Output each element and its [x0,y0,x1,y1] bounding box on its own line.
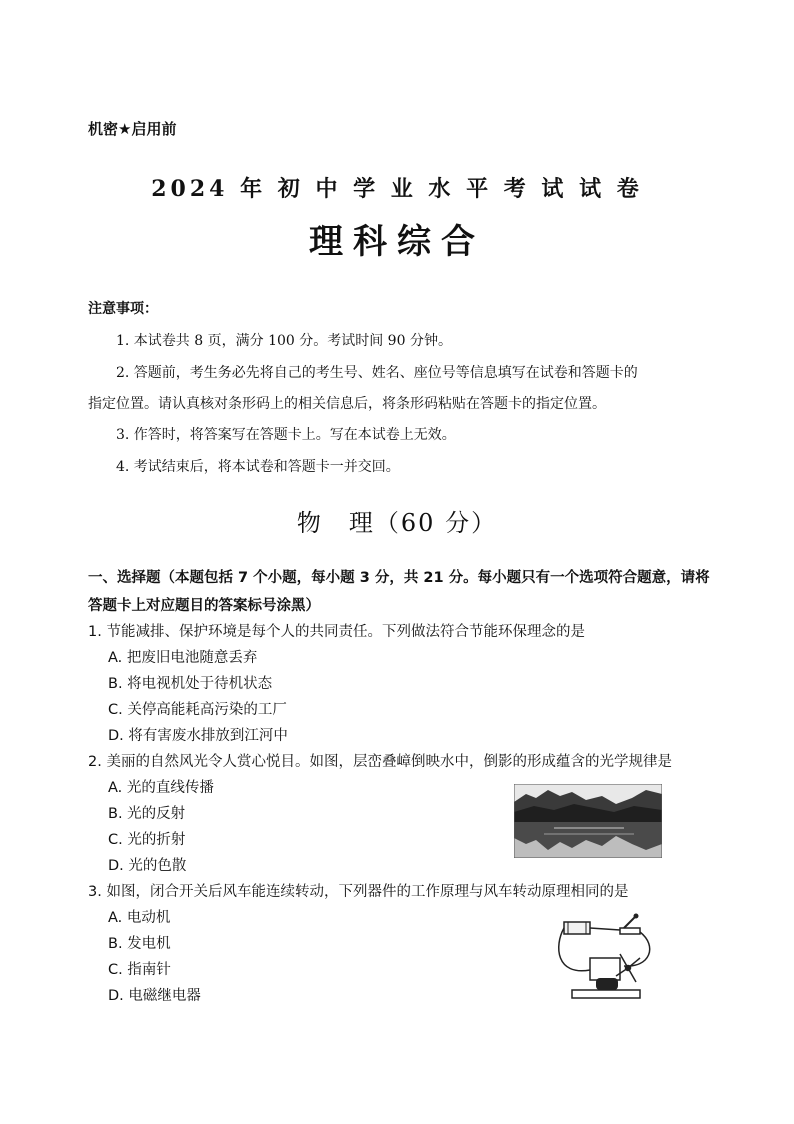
note-item: 4. 考试结束后，将本试卷和答题卡一并交回。 [116,459,400,475]
section-title: 物 理（60 分） [296,509,498,537]
part-heading: 一、选择题（本题包括 7 个小题，每小题 3 分，共 21 分。每小题只有一个选项符合题意，请将 [88,570,710,586]
option: C. 光的折射 [108,832,186,848]
option: A. 光的直线传播 [108,780,214,796]
note-item: 指定位置。请认真核对条形码上的相关信息后，将条形码粘贴在答题卡的指定位置。 [88,396,606,412]
question-stem: 3. 如图，闭合开关后风车能连续转动，下列器件的工作原理与风车转动原理相同的是 [88,884,629,900]
option: B. 将电视机处于待机状态 [108,676,273,692]
secret-mark: 机密★启用前 [88,120,177,138]
windmill-circuit-figure [550,906,662,1002]
option: D. 电磁继电器 [108,988,201,1004]
option: A. 把废旧电池随意丢弃 [108,650,258,666]
option: D. 光的色散 [108,858,187,874]
note-item: 3. 作答时，将答案写在答题卡上。写在本试卷上无效。 [116,427,456,443]
exam-title: 2024 年 初 中 学 业 水 平 考 试 试 卷 [151,176,643,202]
option: B. 光的反射 [108,806,186,822]
option: C. 指南针 [108,962,171,978]
subject-title: 理科综合 [309,222,485,262]
option: C. 关停高能耗高污染的工厂 [108,702,287,718]
option: A. 电动机 [108,910,171,926]
notes-heading: 注意事项： [88,301,158,317]
note-item: 2. 答题前，考生务必先将自己的考生号、姓名、座位号等信息填写在试卷和答题卡的 [116,365,638,381]
part-heading: 答题卡上对应题目的答案标号涂黑） [88,598,320,614]
question-stem: 2. 美丽的自然风光令人赏心悦目。如图，层峦叠嶂倒映水中，倒影的形成蕴含的光学规律是 [88,754,672,770]
note-item: 1. 本试卷共 8 页，满分 100 分。考试时间 90 分钟。 [116,333,452,349]
option: B. 发电机 [108,936,171,952]
landscape-reflection-figure [514,784,662,858]
option: D. 将有害废水排放到江河中 [108,728,288,744]
question-stem: 1. 节能减排、保护环境是每个人的共同责任。下列做法符合节能环保理念的是 [88,624,585,640]
